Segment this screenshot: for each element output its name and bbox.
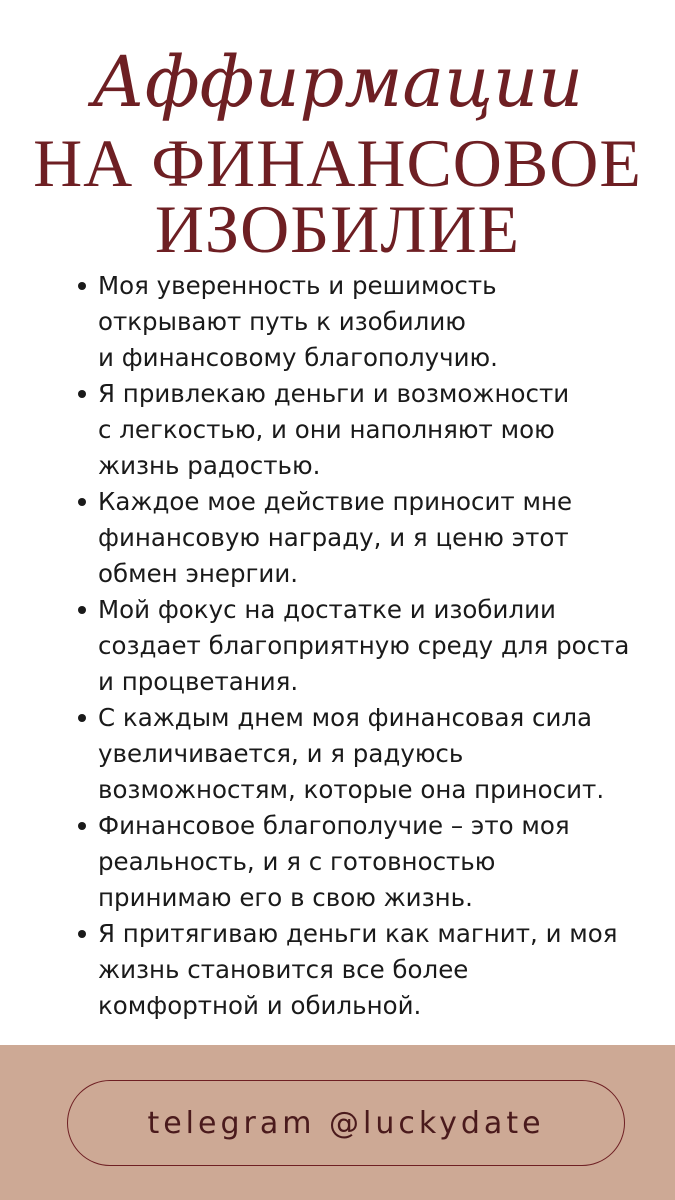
affirmation-item	[72, 808, 632, 916]
affirmation-line: Я привлекаю деньги и возможности	[98, 379, 570, 408]
affirmation-item	[72, 484, 632, 592]
affirmation-line: увеличивается, и я радуюсь	[98, 739, 464, 768]
affirmation-item	[72, 916, 632, 1024]
bullet-icon	[78, 714, 86, 722]
affirmation-line: Мой фокус на достатке и изобилии	[98, 595, 556, 624]
bullet-icon	[78, 282, 86, 290]
telegram-link-button[interactable]	[67, 1080, 625, 1166]
affirmation-line: реальность, и я с готовностью	[98, 847, 496, 876]
affirmation-line: и финансовому благополучию.	[98, 343, 498, 372]
affirmation-line: принимаю его в свою жизнь.	[98, 883, 473, 912]
affirmation-line: Моя уверенность и решимость	[98, 271, 497, 300]
telegram-handle: telegram @luckydate	[147, 1105, 545, 1141]
title-script: Аффирмации	[91, 41, 584, 123]
affirmation-line: финансовую награду, и я ценю этот	[98, 523, 569, 552]
affirmation-line: создает благоприятную среду для роста	[98, 631, 630, 660]
affirmation-line: С каждым днем моя финансовая сила	[98, 703, 593, 732]
affirmation-line: обмен энергии.	[98, 559, 299, 588]
affirmation-line: Финансовое благополучие – это моя	[98, 811, 570, 840]
bullet-icon	[78, 822, 86, 830]
affirmation-line: Я притягиваю деньги как магнит, и моя	[98, 919, 618, 948]
bullet-icon	[78, 930, 86, 938]
title-line-3: ИЗОБИЛИЕ	[154, 191, 521, 267]
bullet-icon	[78, 606, 86, 614]
affirmation-line: комфортной и обильной.	[98, 991, 422, 1020]
bullet-icon	[78, 498, 86, 506]
affirmation-line: и процветания.	[98, 667, 299, 696]
affirmation-line: жизнь становится все более	[98, 955, 469, 984]
affirmation-line: жизнь радостью.	[98, 451, 321, 480]
bullet-icon	[78, 390, 86, 398]
affirmation-line: Каждое мое действие приносит мне	[98, 487, 573, 516]
affirmation-item	[72, 268, 632, 376]
affirmation-item	[72, 700, 632, 808]
affirmation-line: с легкостью, и они наполняют мою	[98, 415, 555, 444]
title-line-2: НА ФИНАНСОВОЕ	[33, 125, 642, 201]
affirmation-line: возможностям, которые она приносит.	[98, 775, 605, 804]
affirmation-line: открывают путь к изобилию	[98, 307, 466, 336]
affirmation-item	[72, 592, 632, 700]
affirmation-list	[72, 268, 632, 1024]
affirmation-item	[72, 376, 632, 484]
